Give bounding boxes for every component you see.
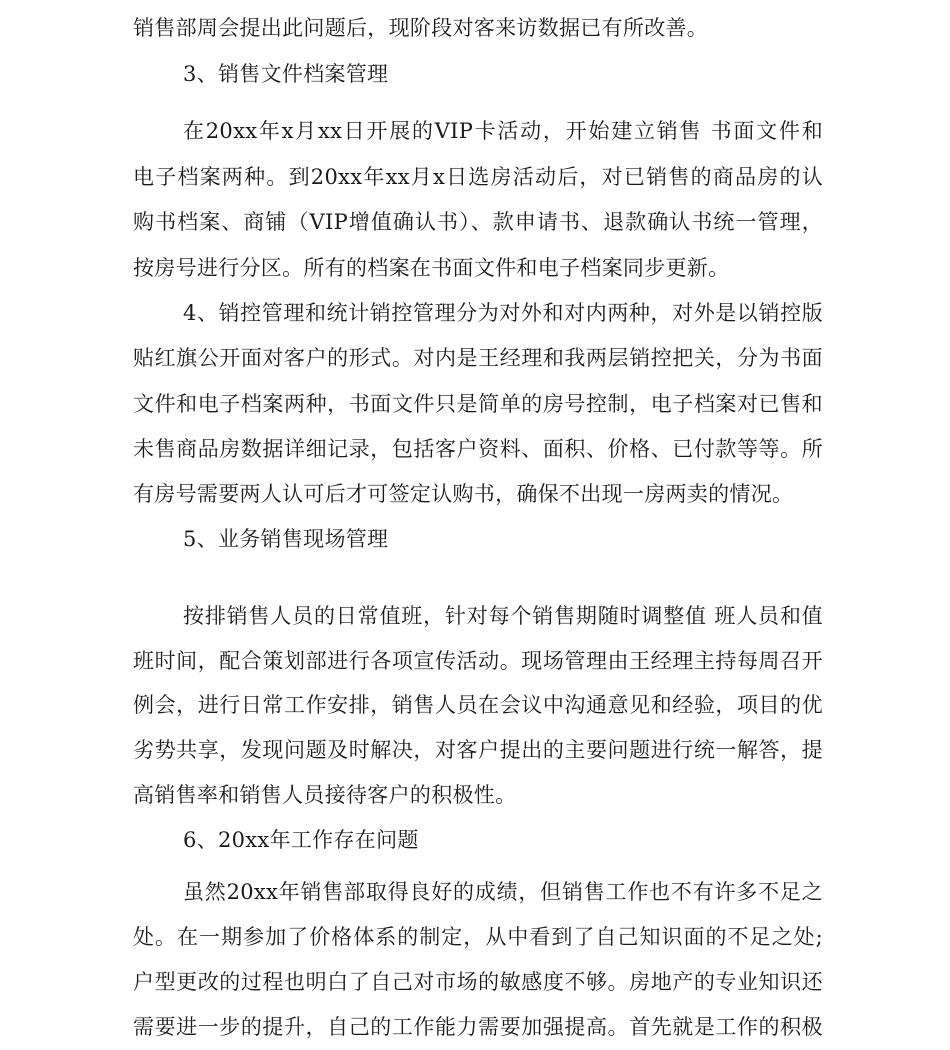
paragraph-line: 在20xx年x月xx日开展的VIP卡活动，开始建立销售 书面文件和 xyxy=(183,119,823,143)
paragraph-line: 未售商品房数据详细记录，包括客户资料、面积、价格、已付款等等。所 xyxy=(133,437,823,461)
section-heading: 3、销售文件档案管理 xyxy=(183,62,389,86)
paragraph-line: 有房号需要两人认可后才可签定认购书，确保不出现一房两卖的情况。 xyxy=(133,482,794,506)
paragraph-line: 购书档案、商铺（VIP增值确认书）、款申请书、退款确认书统一管理， xyxy=(133,210,823,234)
paragraph-line: 文件和电子档案两种，书面文件只是简单的房号控制，电子档案对已售和 xyxy=(133,392,823,416)
paragraph-line: 贴红旗公开面对客户的形式。对内是王经理和我两层销控把关，分为书面 xyxy=(133,346,823,370)
paragraph-line: 处。在一期参加了价格体系的制定，从中看到了自己知识面的不足之处; xyxy=(133,925,823,949)
paragraph-line: 户型更改的过程也明白了自己对市场的敏感度不够。房地产的专业知识还 xyxy=(133,970,823,994)
paragraph-line: 电子档案两种。到20xx年xx月x日选房活动后，对已销售的商品房的认 xyxy=(133,165,823,189)
paragraph-line: 劣势共享，发现问题及时解决，对客户提出的主要问题进行统一解答，提 xyxy=(133,738,823,762)
paragraph-line: 例会，进行日常工作安排，销售人员在会议中沟通意见和经验，项目的优 xyxy=(133,693,823,717)
paragraph-line: 按排销售人员的日常值班，针对每个销售期随时调整值 班人员和值 xyxy=(183,604,823,628)
section-heading: 6、20xx年工作存在问题 xyxy=(183,828,419,852)
paragraph-line: 销售部周会提出此问题后，现阶段对客来访数据已有所改善。 xyxy=(133,16,709,40)
paragraph-line: 高销售率和销售人员接待客户的积极性。 xyxy=(133,783,517,807)
paragraph-line: 按房号进行分区。所有的档案在书面文件和电子档案同步更新。 xyxy=(133,256,730,280)
paragraph-line: 需要进一步的提升，自己的工作能力需要加强提高。首先就是工作的积极 xyxy=(133,1015,823,1039)
paragraph-line: 4、销控管理和统计销控管理分为对外和对内两种，对外是以销控版 xyxy=(183,301,823,325)
section-heading: 5、业务销售现场管理 xyxy=(183,527,389,551)
paragraph-line: 班时间，配合策划部进行各项宣传活动。现场管理由王经理主持每周召开 xyxy=(133,649,823,673)
paragraph-line: 虽然20xx年销售部取得良好的成绩，但销售工作也不有许多不足之 xyxy=(183,880,823,904)
